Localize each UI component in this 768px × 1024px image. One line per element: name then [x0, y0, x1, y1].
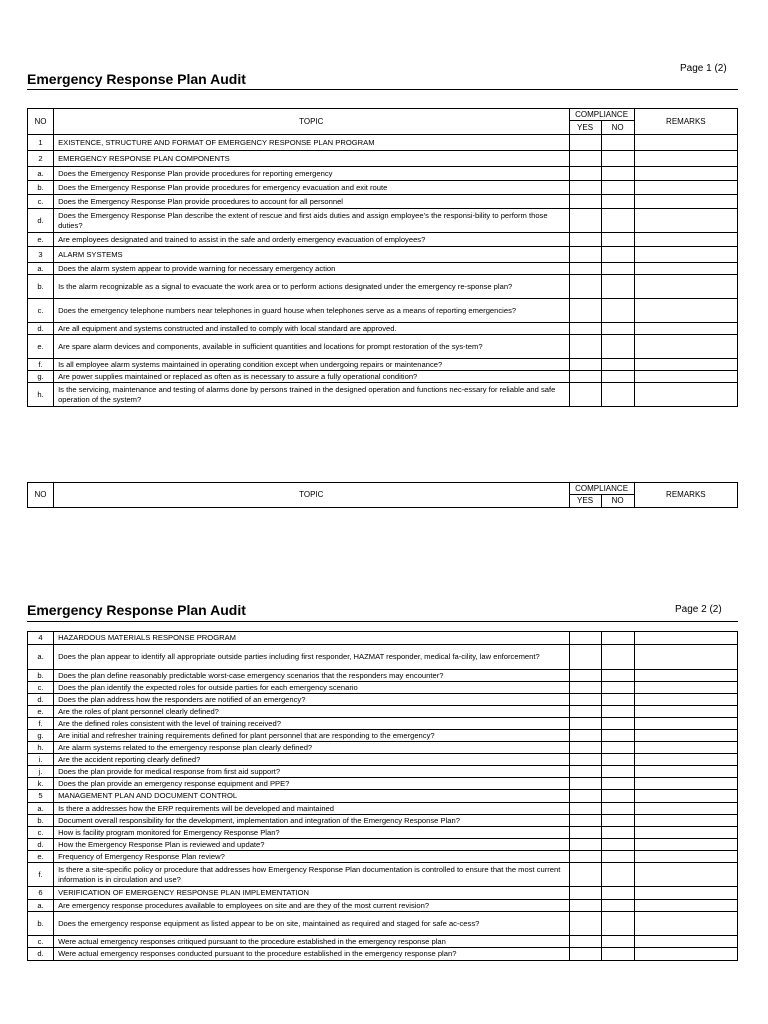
remarks-cell[interactable]: [634, 803, 737, 815]
compliance-no-cell[interactable]: [601, 181, 634, 195]
compliance-yes-cell[interactable]: [569, 851, 601, 863]
remarks-cell[interactable]: [634, 887, 737, 900]
remarks-cell[interactable]: [634, 900, 737, 912]
row-topic: Is there a addresses how the ERP requirements will be developed and maintained: [54, 803, 569, 815]
row-topic: EMERGENCY RESPONSE PLAN COMPONENTS: [54, 151, 569, 167]
compliance-no-cell[interactable]: [601, 912, 634, 936]
row-number: b.: [28, 670, 54, 682]
compliance-yes-cell[interactable]: [569, 233, 601, 247]
compliance-no-cell[interactable]: [601, 167, 634, 181]
row-number: b.: [28, 275, 54, 299]
compliance-yes-cell[interactable]: [569, 181, 601, 195]
row-topic: Does the emergency response equipment as listed appear to be on site, maintained as required and staged for safe ac-cess?: [54, 912, 569, 936]
remarks-cell[interactable]: [634, 151, 737, 167]
compliance-no-cell[interactable]: [601, 323, 634, 335]
header-remarks: REMARKS: [634, 483, 737, 508]
remarks-cell[interactable]: [634, 247, 737, 263]
table-row: [28, 839, 738, 851]
row-number: e.: [28, 851, 54, 863]
compliance-yes-cell[interactable]: [569, 863, 601, 887]
remarks-cell[interactable]: [634, 778, 737, 790]
row-number: a.: [28, 645, 54, 670]
compliance-no-cell[interactable]: [601, 851, 634, 863]
compliance-no-cell[interactable]: [601, 645, 634, 670]
row-number: f.: [28, 359, 54, 371]
table-row: [28, 181, 738, 195]
row-topic: ALARM SYSTEMS: [54, 247, 569, 263]
table-row: [28, 323, 738, 335]
compliance-no-cell[interactable]: [601, 359, 634, 371]
table-row: [28, 827, 738, 839]
compliance-yes-cell[interactable]: [569, 766, 601, 778]
row-number: b.: [28, 181, 54, 195]
row-number: g.: [28, 730, 54, 742]
compliance-yes-cell[interactable]: [569, 670, 601, 682]
remarks-cell[interactable]: [634, 863, 737, 887]
compliance-yes-cell[interactable]: [569, 936, 601, 948]
compliance-no-cell[interactable]: [601, 706, 634, 718]
table-row: [28, 682, 738, 694]
compliance-no-cell[interactable]: [601, 839, 634, 851]
row-topic: Are employees designated and trained to assist in the safe and orderly emergency evacuation of employees?: [54, 233, 569, 247]
table-row: [28, 815, 738, 827]
compliance-no-cell[interactable]: [601, 936, 634, 948]
header-remarks: REMARKS: [634, 109, 737, 135]
row-number: e.: [28, 335, 54, 359]
row-number: d.: [28, 323, 54, 335]
compliance-no-cell[interactable]: [601, 670, 634, 682]
remarks-cell[interactable]: [634, 275, 737, 299]
row-number: 4: [28, 632, 54, 645]
row-topic: Is the servicing, maintenance and testing of alarms done by persons trained in the designed operation and functions nec-essary for reliable and safe operation of the system?: [54, 383, 569, 407]
compliance-no-cell[interactable]: [601, 275, 634, 299]
header-yes: YES: [569, 121, 601, 135]
table-row: [28, 778, 738, 790]
remarks-cell[interactable]: [634, 645, 737, 670]
row-topic: Are power supplies maintained or replaced as often as is necessary to assure a fully operational condition?: [54, 371, 569, 383]
compliance-yes-cell[interactable]: [569, 815, 601, 827]
remarks-cell[interactable]: [634, 948, 737, 961]
compliance-no-cell[interactable]: [601, 730, 634, 742]
row-number: f.: [28, 863, 54, 887]
remarks-cell[interactable]: [634, 181, 737, 195]
row-number: a.: [28, 803, 54, 815]
remarks-cell[interactable]: [634, 912, 737, 936]
compliance-no-cell[interactable]: [601, 766, 634, 778]
remarks-cell[interactable]: [634, 323, 737, 335]
compliance-yes-cell[interactable]: [569, 645, 601, 670]
compliance-no-cell[interactable]: [601, 742, 634, 754]
compliance-no-cell[interactable]: [601, 754, 634, 766]
row-topic: Does the alarm system appear to provide warning for necessary emergency action: [54, 263, 569, 275]
header-no-compliance: NO: [601, 121, 634, 135]
compliance-yes-cell[interactable]: [569, 778, 601, 790]
remarks-cell[interactable]: [634, 670, 737, 682]
compliance-no-cell[interactable]: [601, 263, 634, 275]
table-row: [28, 766, 738, 778]
page-title: Emergency Response Plan Audit: [27, 602, 246, 618]
compliance-yes-cell[interactable]: [569, 754, 601, 766]
row-number: d.: [28, 694, 54, 706]
compliance-yes-cell[interactable]: [569, 632, 601, 645]
table-row: [28, 900, 738, 912]
row-topic: Does the plan provide for medical response from first aid support?: [54, 766, 569, 778]
remarks-cell[interactable]: [634, 815, 737, 827]
row-topic: Document overall responsibility for the development, implementation and integration of the Emergency Response Plan?: [54, 815, 569, 827]
remarks-cell[interactable]: [634, 135, 737, 151]
row-number: a.: [28, 263, 54, 275]
row-topic: MANAGEMENT PLAN AND DOCUMENT CONTROL: [54, 790, 569, 803]
compliance-yes-cell[interactable]: [569, 730, 601, 742]
row-number: 6: [28, 887, 54, 900]
remarks-cell[interactable]: [634, 335, 737, 359]
compliance-no-cell[interactable]: [601, 900, 634, 912]
remarks-cell[interactable]: [634, 632, 737, 645]
remarks-cell[interactable]: [634, 742, 737, 754]
row-topic: Is there a site-specific policy or procedure that addresses how Emergency Response Plan documentation is controlled to ensure that the most current information is in circulation and use?: [54, 863, 569, 887]
compliance-yes-cell[interactable]: [569, 803, 601, 815]
table-row: [28, 247, 738, 263]
row-topic: Does the Emergency Response Plan provide procedures for reporting emergency: [54, 167, 569, 181]
compliance-yes-cell[interactable]: [569, 209, 601, 233]
remarks-cell[interactable]: [634, 263, 737, 275]
page-title: Emergency Response Plan Audit: [27, 71, 246, 87]
header-no: NO: [28, 483, 54, 508]
compliance-yes-cell[interactable]: [569, 948, 601, 961]
row-topic: Are spare alarm devices and components, available in sufficient quantities and locations for prompt restoration of the sys-tem?: [54, 335, 569, 359]
remarks-cell[interactable]: [634, 371, 737, 383]
table-row: [28, 742, 738, 754]
compliance-yes-cell[interactable]: [569, 900, 601, 912]
remarks-cell[interactable]: [634, 233, 737, 247]
header-compliance: COMPLIANCE: [569, 109, 634, 121]
audit-table-page-2: [27, 631, 738, 961]
row-number: b.: [28, 815, 54, 827]
compliance-yes-cell[interactable]: [569, 682, 601, 694]
row-number: 1: [28, 135, 54, 151]
remarks-cell[interactable]: [634, 718, 737, 730]
compliance-no-cell[interactable]: [601, 195, 634, 209]
compliance-yes-cell[interactable]: [569, 912, 601, 936]
compliance-no-cell[interactable]: [601, 151, 634, 167]
page-number-label: Page 1 (2): [680, 63, 727, 74]
compliance-no-cell[interactable]: [601, 827, 634, 839]
row-number: e.: [28, 706, 54, 718]
row-number: 5: [28, 790, 54, 803]
remarks-cell[interactable]: [634, 383, 737, 407]
compliance-yes-cell[interactable]: [569, 195, 601, 209]
row-topic: How is facility program monitored for Emergency Response Plan?: [54, 827, 569, 839]
row-topic: Are initial and refresher training requirements defined for plant personnel that are responding to the emergency?: [54, 730, 569, 742]
compliance-yes-cell[interactable]: [569, 323, 601, 335]
row-number: j.: [28, 766, 54, 778]
row-topic: Does the plan appear to identify all appropriate outside parties including first responder, HAZMAT responder, medical fa-cility, law enforcement?: [54, 645, 569, 670]
compliance-yes-cell[interactable]: [569, 247, 601, 263]
row-topic: Are emergency response procedures available to employees on site and are they of the most current revision?: [54, 900, 569, 912]
row-topic: Does the Emergency Response Plan describe the extent of rescue and first aids duties and assign employee’s the responsi-bility to perform those duties?: [54, 209, 569, 233]
table-row: [28, 790, 738, 803]
compliance-yes-cell[interactable]: [569, 167, 601, 181]
compliance-no-cell[interactable]: [601, 863, 634, 887]
row-topic: Does the Emergency Response Plan provide procedures to account for all personnel: [54, 195, 569, 209]
header-topic: TOPIC: [54, 109, 569, 135]
row-number: k.: [28, 778, 54, 790]
compliance-no-cell[interactable]: [601, 299, 634, 323]
table-row: [28, 718, 738, 730]
compliance-yes-cell[interactable]: [569, 299, 601, 323]
table-row: [28, 263, 738, 275]
table-row: [28, 936, 738, 948]
compliance-yes-cell[interactable]: [569, 839, 601, 851]
row-topic: Are all equipment and systems constructed and installed to comply with local standard are approved.: [54, 323, 569, 335]
audit-rows: [28, 135, 738, 407]
row-number: h.: [28, 742, 54, 754]
compliance-yes-cell[interactable]: [569, 135, 601, 151]
row-number: 3: [28, 247, 54, 263]
table-row: [28, 730, 738, 742]
compliance-yes-cell[interactable]: [569, 706, 601, 718]
remarks-cell[interactable]: [634, 682, 737, 694]
remarks-cell[interactable]: [634, 706, 737, 718]
row-topic: Does the plan address how the responders are notified of an emergency?: [54, 694, 569, 706]
remarks-cell[interactable]: [634, 730, 737, 742]
compliance-yes-cell[interactable]: [569, 827, 601, 839]
remarks-cell[interactable]: [634, 359, 737, 371]
compliance-no-cell[interactable]: [601, 247, 634, 263]
blank-audit-table: [27, 482, 738, 508]
row-topic: Are alarm systems related to the emergency response plan clearly defined?: [54, 742, 569, 754]
row-topic: EXISTENCE, STRUCTURE AND FORMAT OF EMERGENCY RESPONSE PLAN PROGRAM: [54, 135, 569, 151]
row-topic: Does the plan define reasonably predictable worst-case emergency scenarios that the responders may encounter?: [54, 670, 569, 682]
remarks-cell[interactable]: [634, 167, 737, 181]
row-topic: How the Emergency Response Plan is reviewed and update?: [54, 839, 569, 851]
table-row: [28, 706, 738, 718]
row-number: c.: [28, 827, 54, 839]
row-number: d.: [28, 209, 54, 233]
row-number: h.: [28, 383, 54, 407]
row-number: c.: [28, 299, 54, 323]
table-row: [28, 863, 738, 887]
compliance-no-cell[interactable]: [601, 887, 634, 900]
compliance-no-cell[interactable]: [601, 815, 634, 827]
header-topic: TOPIC: [54, 483, 569, 508]
table-row: [28, 275, 738, 299]
row-topic: Is all employee alarm systems maintained in operating condition except when undergoing repairs or maintenance?: [54, 359, 569, 371]
audit-rows: [28, 632, 738, 961]
compliance-no-cell[interactable]: [601, 948, 634, 961]
compliance-yes-cell[interactable]: [569, 887, 601, 900]
table-row: [28, 209, 738, 233]
compliance-no-cell[interactable]: [601, 371, 634, 383]
table-row: [28, 135, 738, 151]
row-number: g.: [28, 371, 54, 383]
compliance-yes-cell[interactable]: [569, 359, 601, 371]
table-row: [28, 632, 738, 645]
row-topic: HAZARDOUS MATERIALS RESPONSE PROGRAM: [54, 632, 569, 645]
table-row: [28, 948, 738, 961]
table-row: [28, 195, 738, 209]
row-number: c.: [28, 682, 54, 694]
remarks-cell[interactable]: [634, 936, 737, 948]
table-row: [28, 912, 738, 936]
remarks-cell[interactable]: [634, 851, 737, 863]
table-row: [28, 383, 738, 407]
compliance-yes-cell[interactable]: [569, 718, 601, 730]
row-number: a.: [28, 167, 54, 181]
table-row: [28, 371, 738, 383]
table-row: [28, 233, 738, 247]
remarks-cell[interactable]: [634, 694, 737, 706]
table-row: [28, 151, 738, 167]
title-divider: [27, 621, 738, 622]
row-number: d.: [28, 839, 54, 851]
row-number: i.: [28, 754, 54, 766]
compliance-no-cell[interactable]: [601, 209, 634, 233]
row-topic: Frequency of Emergency Response Plan review?: [54, 851, 569, 863]
row-number: b.: [28, 912, 54, 936]
table-row: [28, 803, 738, 815]
table-row: [28, 887, 738, 900]
row-topic: Are the defined roles consistent with the level of training received?: [54, 718, 569, 730]
header-no: NO: [28, 109, 54, 135]
compliance-no-cell[interactable]: [601, 778, 634, 790]
compliance-yes-cell[interactable]: [569, 790, 601, 803]
compliance-yes-cell[interactable]: [569, 371, 601, 383]
compliance-no-cell[interactable]: [601, 233, 634, 247]
table-row: [28, 851, 738, 863]
row-number: a.: [28, 900, 54, 912]
remarks-cell[interactable]: [634, 827, 737, 839]
compliance-yes-cell[interactable]: [569, 263, 601, 275]
compliance-no-cell[interactable]: [601, 135, 634, 151]
table-row: [28, 335, 738, 359]
table-row: [28, 167, 738, 181]
title-divider: [27, 89, 738, 90]
row-number: f.: [28, 718, 54, 730]
header-compliance: COMPLIANCE: [569, 483, 634, 495]
header-no-compliance: NO: [601, 495, 634, 508]
remarks-cell[interactable]: [634, 209, 737, 233]
row-topic: Are the roles of plant personnel clearly defined?: [54, 706, 569, 718]
table-row: [28, 670, 738, 682]
remarks-cell[interactable]: [634, 790, 737, 803]
table-row: [28, 694, 738, 706]
remarks-cell[interactable]: [634, 766, 737, 778]
table-row: [28, 754, 738, 766]
compliance-yes-cell[interactable]: [569, 151, 601, 167]
row-number: 2: [28, 151, 54, 167]
row-number: c.: [28, 195, 54, 209]
page-number-label: Page 2 (2): [675, 604, 722, 615]
compliance-no-cell[interactable]: [601, 718, 634, 730]
compliance-no-cell[interactable]: [601, 682, 634, 694]
remarks-cell[interactable]: [634, 839, 737, 851]
row-topic: Does the plan provide an emergency response equipment and PPE?: [54, 778, 569, 790]
audit-table-page-1: [27, 108, 738, 407]
compliance-no-cell[interactable]: [601, 335, 634, 359]
compliance-no-cell[interactable]: [601, 803, 634, 815]
remarks-cell[interactable]: [634, 754, 737, 766]
table-row: [28, 299, 738, 323]
row-topic: Does the plan identify the expected roles for outside parties for each emergency scenario: [54, 682, 569, 694]
table-row: [28, 645, 738, 670]
compliance-no-cell[interactable]: [601, 694, 634, 706]
header-yes: YES: [569, 495, 601, 508]
row-topic: VERIFICATION OF EMERGENCY RESPONSE PLAN IMPLEMENTATION: [54, 887, 569, 900]
compliance-yes-cell[interactable]: [569, 383, 601, 407]
row-topic: Were actual emergency responses conducted pursuant to the procedure established in the emergency response plan?: [54, 948, 569, 961]
row-topic: Is the alarm recognizable as a signal to evacuate the work area or to perform actions designated under the emergency re-sponse plan?: [54, 275, 569, 299]
row-number: c.: [28, 936, 54, 948]
compliance-yes-cell[interactable]: [569, 742, 601, 754]
compliance-no-cell[interactable]: [601, 632, 634, 645]
compliance-no-cell[interactable]: [601, 383, 634, 407]
compliance-yes-cell[interactable]: [569, 275, 601, 299]
row-number: d.: [28, 948, 54, 961]
remarks-cell[interactable]: [634, 195, 737, 209]
compliance-yes-cell[interactable]: [569, 335, 601, 359]
row-topic: Were actual emergency responses critiqued pursuant to the procedure established in the emergency response plan: [54, 936, 569, 948]
row-topic: Does the emergency telephone numbers near telephones in guard house when telephones serve as a means of reporting emergencies?: [54, 299, 569, 323]
row-number: e.: [28, 233, 54, 247]
row-topic: Does the Emergency Response Plan provide procedures for emergency evacuation and exit route: [54, 181, 569, 195]
remarks-cell[interactable]: [634, 299, 737, 323]
compliance-yes-cell[interactable]: [569, 694, 601, 706]
row-topic: Are the accident reporting clearly defined?: [54, 754, 569, 766]
compliance-no-cell[interactable]: [601, 790, 634, 803]
table-row: [28, 359, 738, 371]
